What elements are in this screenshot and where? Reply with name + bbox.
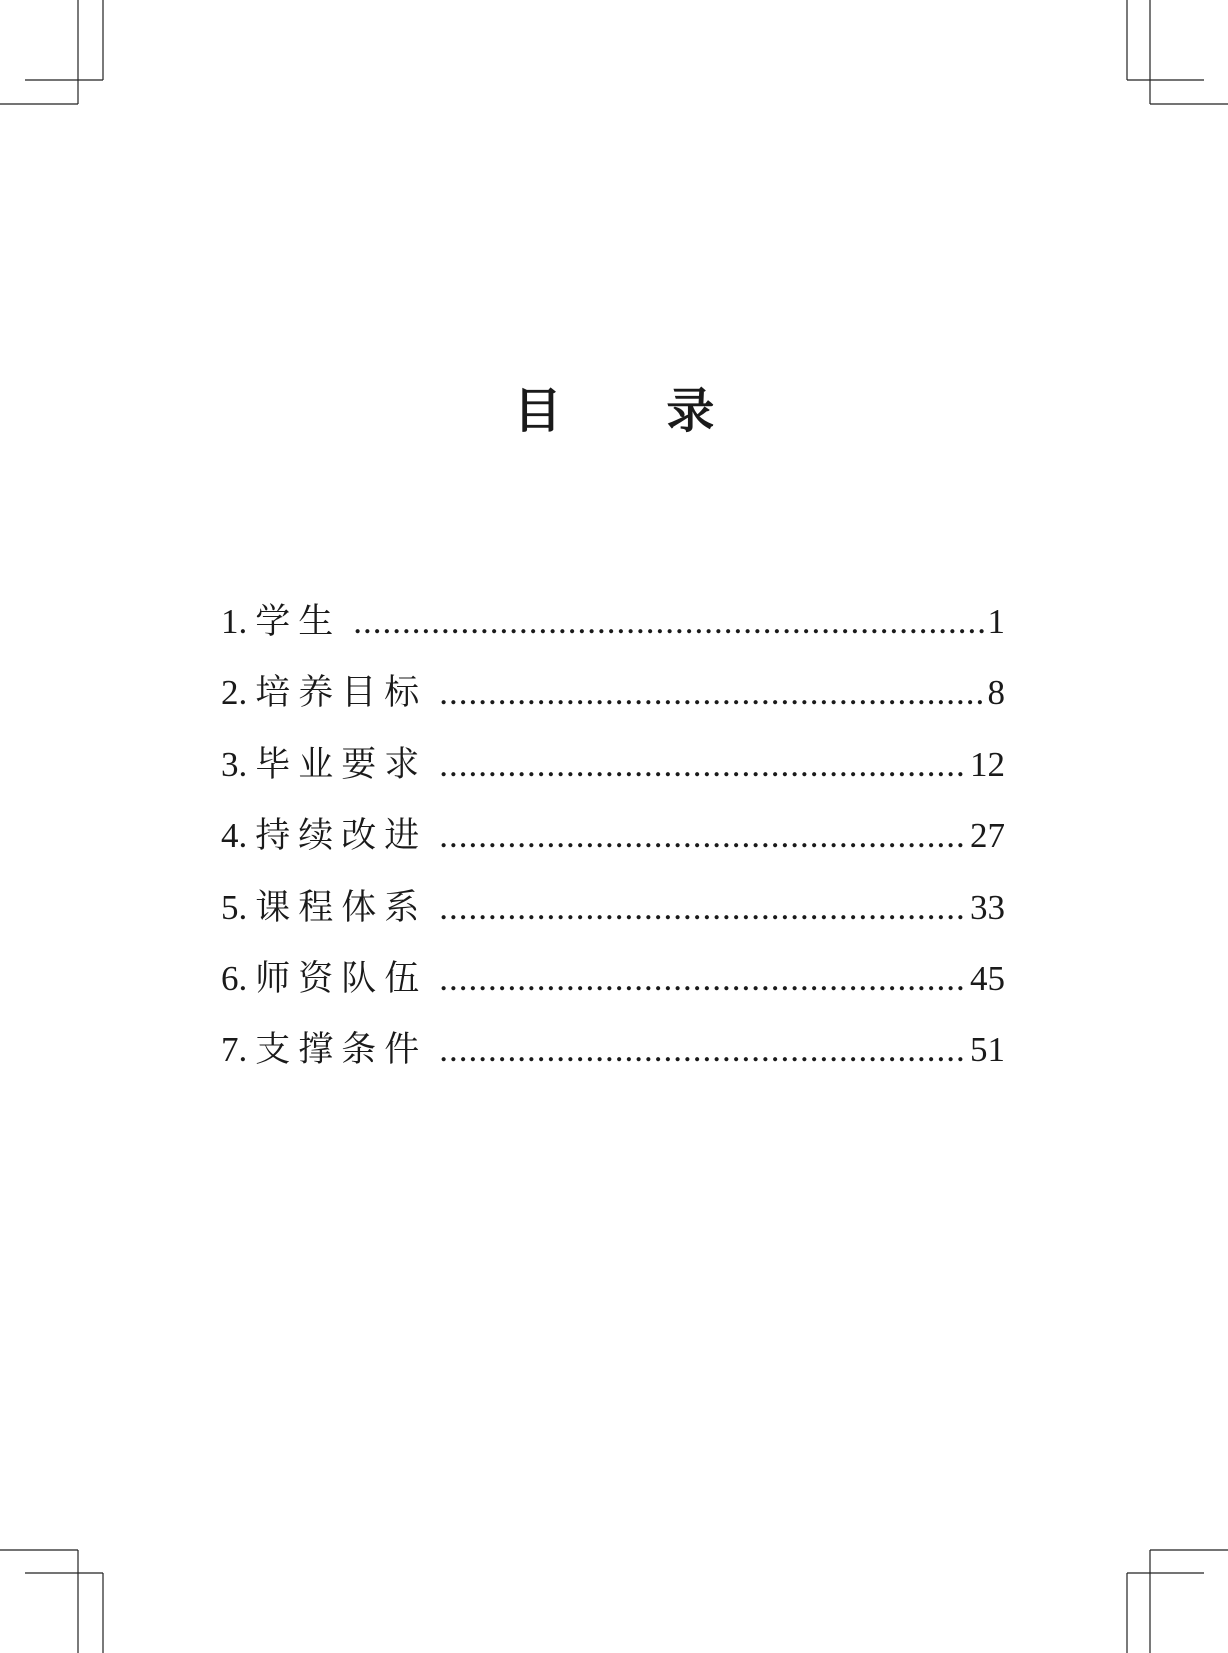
toc-entry-page: 51: [970, 1030, 1005, 1070]
toc-entry-number: 7.: [221, 1030, 248, 1070]
toc-entry-label: 培养目标: [255, 673, 428, 714]
toc-entry[interactable]: [221, 883, 1005, 954]
toc-entry-number: 1.: [221, 602, 248, 641]
toc-entry[interactable]: [221, 1025, 1005, 1096]
toc-entry-page: 45: [970, 958, 1005, 998]
toc-entry-page: 8: [987, 673, 1005, 713]
toc-dot-leader: [439, 954, 966, 1004]
crop-mark-top-right: [1127, 0, 1228, 104]
crop-mark-top-left: [0, 0, 103, 104]
toc-entry-page: 12: [970, 744, 1005, 784]
toc-entry[interactable]: [221, 740, 1005, 811]
toc-entry-number: 4.: [221, 816, 248, 856]
toc-entry-page: 27: [970, 816, 1005, 856]
toc-entry-page: 33: [970, 887, 1005, 927]
page-title: 目 录: [513, 383, 759, 439]
crop-mark-bottom-left: [0, 1550, 103, 1653]
toc-entry-label: 支撑条件: [255, 1030, 428, 1071]
toc-dot-leader: [353, 597, 983, 647]
toc-entry-label: 课程体系: [255, 887, 428, 928]
toc-entry[interactable]: [221, 597, 1005, 668]
toc-entry-page: 1: [987, 602, 1005, 641]
toc-entry-label: 学生: [255, 602, 342, 642]
toc-entry-label: 师资队伍: [255, 958, 428, 999]
toc-entry-number: 3.: [221, 744, 248, 784]
crop-mark-bottom-right: [1127, 1550, 1228, 1653]
toc-entry-number: 2.: [221, 673, 248, 713]
toc-dot-leader: [439, 740, 966, 790]
toc-entry-number: 6.: [221, 958, 248, 998]
toc-dot-leader: [439, 811, 966, 861]
toc-entry-number: 5.: [221, 887, 248, 927]
toc-entry-label: 毕业要求: [255, 744, 428, 785]
toc-entry[interactable]: [221, 954, 1005, 1025]
toc-entry[interactable]: [221, 668, 1005, 739]
toc-entry-label: 持续改进: [255, 816, 428, 857]
table-of-contents: [221, 597, 1005, 1097]
toc-entry[interactable]: [221, 811, 1005, 882]
toc-dot-leader: [439, 883, 966, 933]
toc-dot-leader: [439, 1025, 966, 1075]
toc-dot-leader: [439, 668, 983, 718]
